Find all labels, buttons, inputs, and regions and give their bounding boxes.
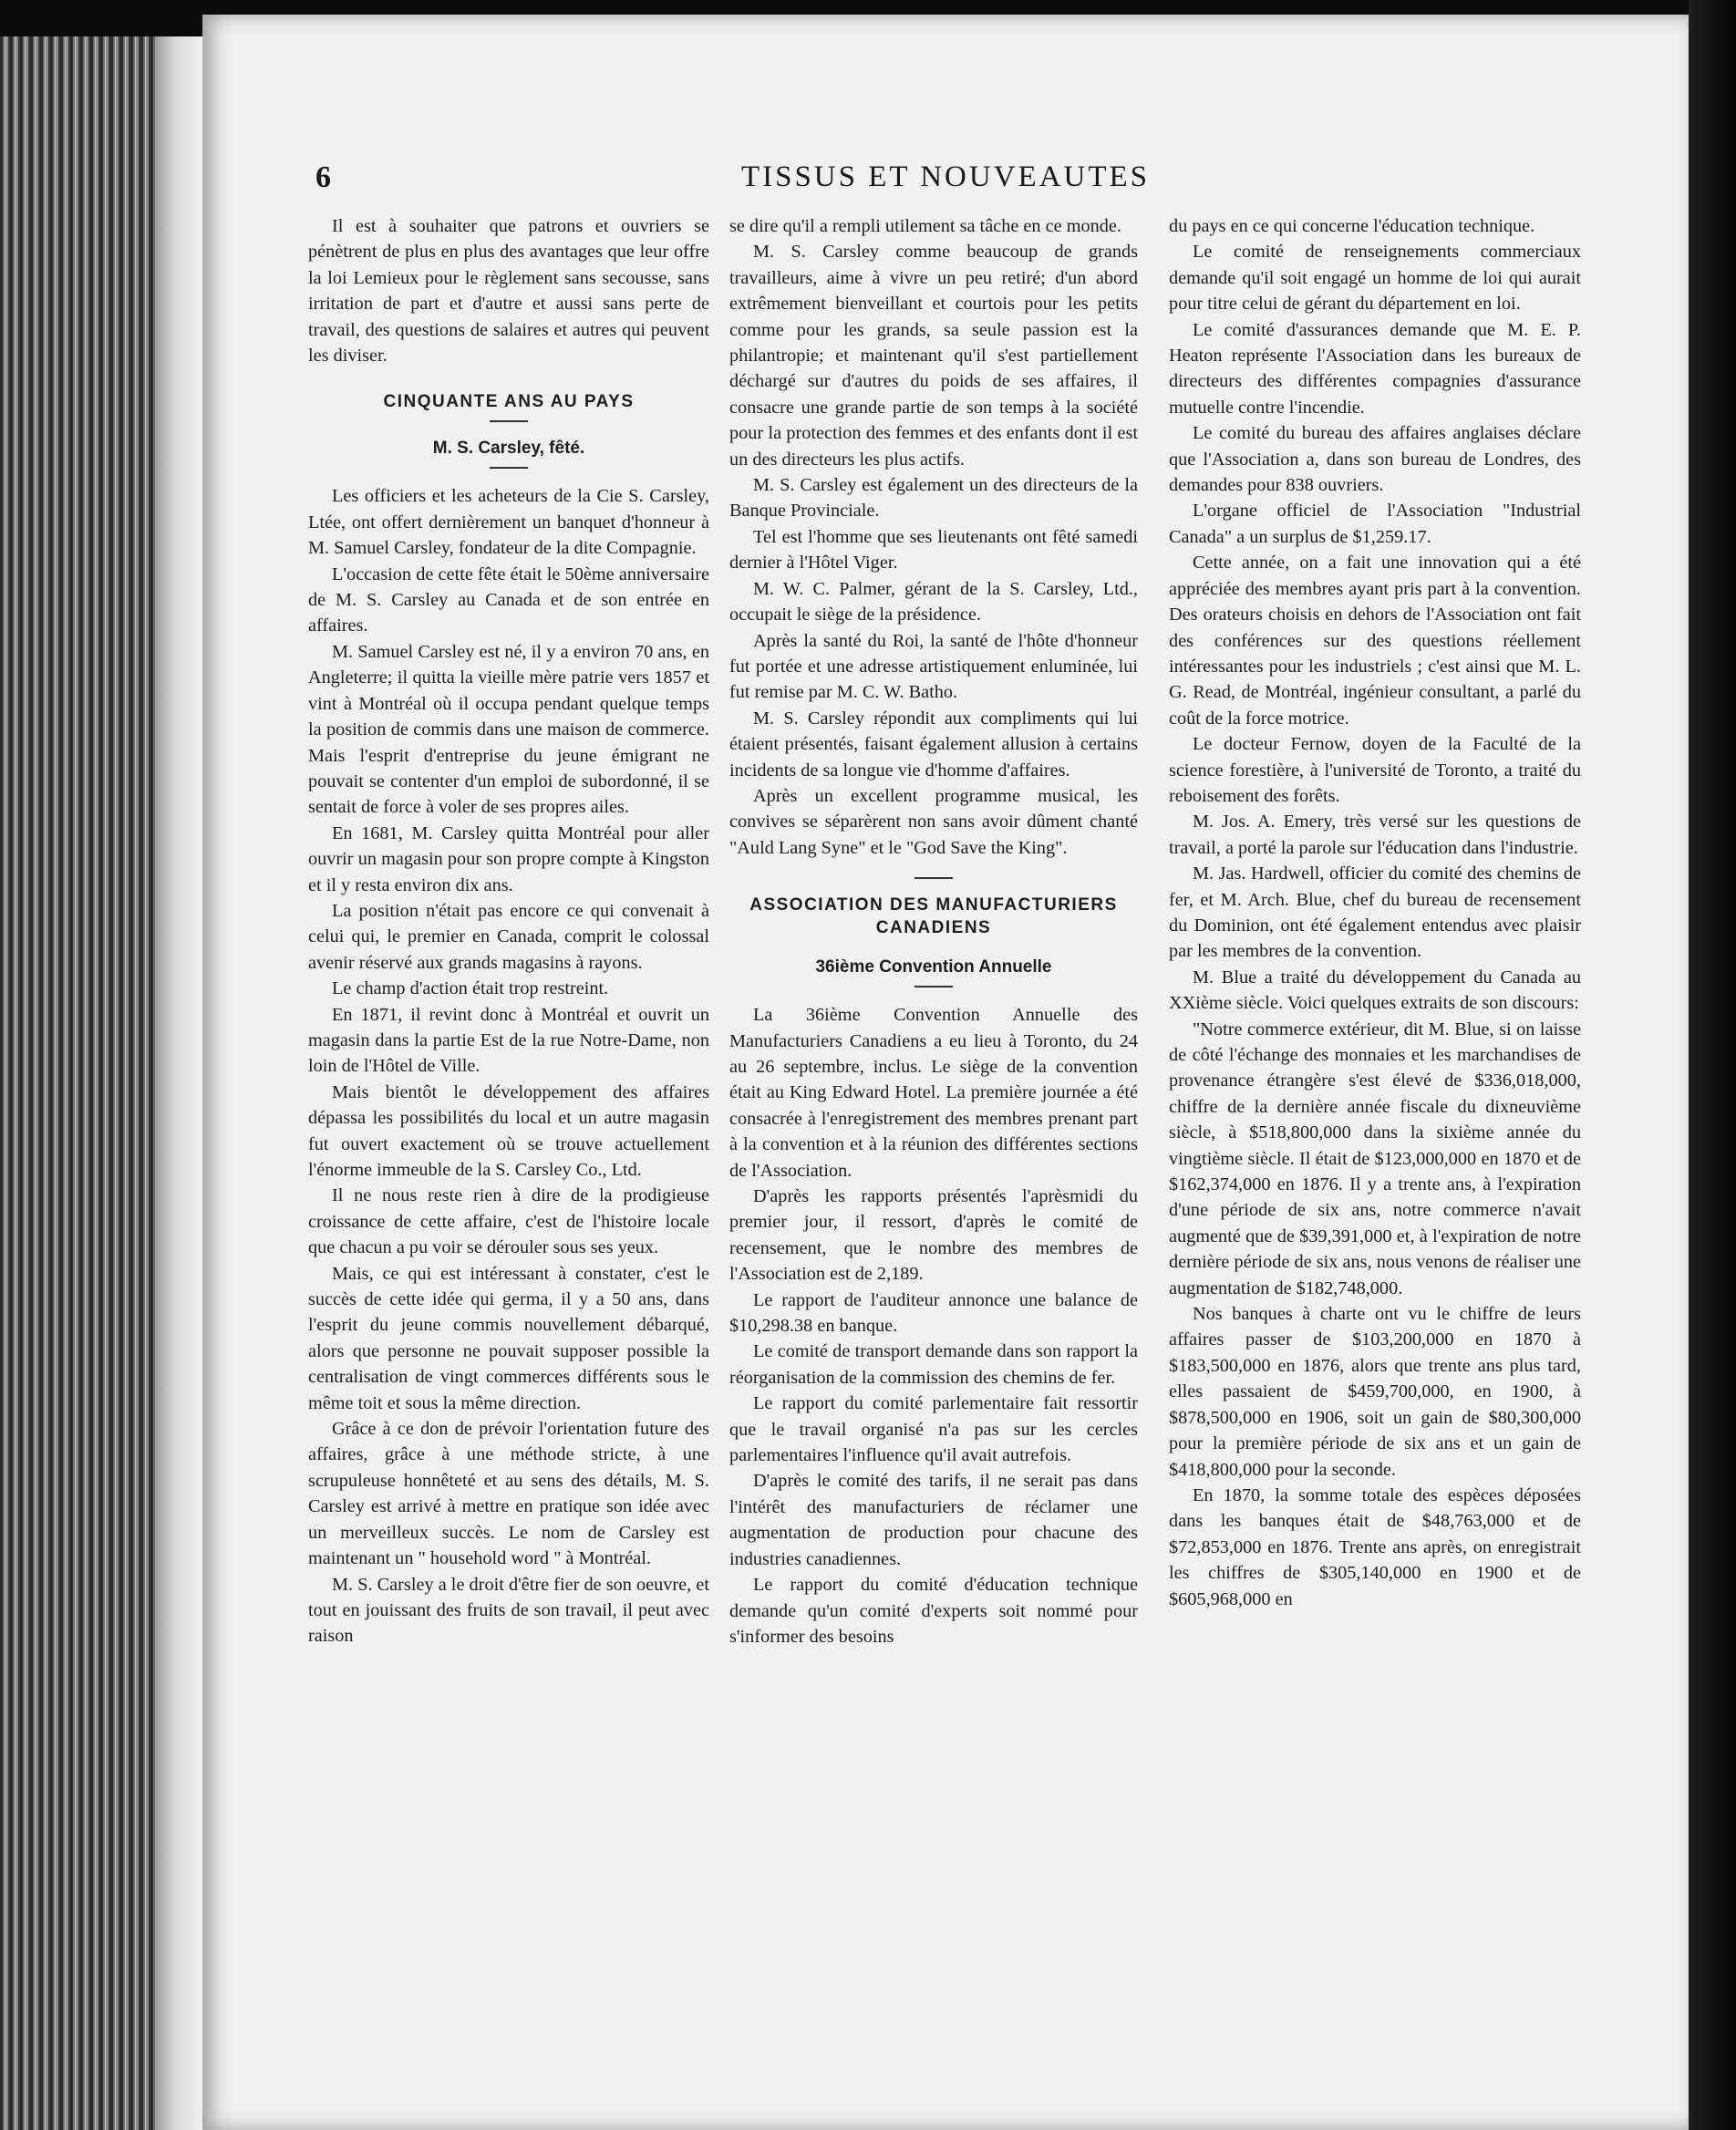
divider-rule [914,877,953,879]
paragraph: Les officiers et les acheteurs de la Cie S. Carsley, Ltée, ont offert dernièrement un banquet d'honneur à M. Samuel Carsley, fondateur de la dite Compagnie. [308,486,709,559]
page-number: 6 [315,160,331,194]
paragraph: Il ne nous reste rien à dire de la prodigieuse croissance de cette affaire, c'est de l'histoire locale que chacun a pu voir se dérouler sous ses yeux. [308,1185,709,1258]
text-column-2 [729,213,1138,2110]
article-subheading: M. S. Carsley, fêté. [432,439,585,459]
paragraph: M. Jas. Hardwell, officier du comité des chemins de fer, et M. Arch. Blue, chef du bureau de recensement du Dominion, ont été également entendus avec plaisir par les membres de la convention. [1169,863,1581,962]
paragraph: Le rapport du comité d'éducation technique demande qu'un comité d'experts soit nommé pour s'informer des besoins [729,1575,1138,1647]
paragraph: M. Samuel Carsley est né, il y a environ 70 ans, en Angleterre; il quitta la vieille mère patrie vers 1857 et vint à Montréal où il occupa pendant quelque temps la position de commis dans une maison de commerce. Mais l'esprit d'entreprise du jeune émigrant ne pouvait se contenter d'un emploi de subordonné, il se sentait de force à voler de ses propres ailes. [308,641,709,818]
paragraph: "Notre commerce extérieur, dit M. Blue, si on laisse de côté l'échange des monnaies et les marchandises de provenance étrangère s'est élevé de $336,018,000, chiffre de la dernière année fiscale du dixneuvième siècle, à $518,800,000 dans la sixième année du vingtième siècle. Il était de $123,000,000 en 1870 et de $162,374,000 en 1876. Il y a trente ans, à l'expiration d'une période de six ans, notre commerce n'avait augmenté que de $39,391,000 et, à l'expiration de notre dernière période de six ans, nous venons de réaliser une augmentation de $182,748,000. [1169,1018,1581,1298]
paragraph: Le champ d'action était trop restreint. [332,978,609,999]
article-heading-cinquante-ans: CINQUANTE ANS AU PAYS [383,392,635,412]
paragraph: se dire qu'il a rempli utilement sa tâche en ce monde. [729,216,1121,236]
article-subheading: 36ième Convention Annuelle [815,957,1052,977]
running-title: TISSUS ET NOUVEAUTES [740,160,1151,193]
paragraph: du pays en ce qui concerne l'éducation technique. [1169,216,1535,236]
paragraph: Après la santé du Roi, la santé de l'hôte d'honneur fut portée et une adresse artistiquement enluminée, lui fut remise par M. C. W. Batho. [729,630,1138,703]
paragraph: La position n'était pas encore ce qui convenait à celui qui, le premier en Canada, comprit le colossal avenir réservé aux grands magasins à rayons. [308,900,709,973]
paragraph: Tel est l'homme que ses lieutenants ont fêté samedi dernier à l'Hôtel Viger. [729,526,1138,574]
text-column-1 [308,213,709,2110]
paragraph: En 1681, M. Carsley quitta Montréal pour aller ouvrir un magasin pour son propre compte à Kingston et il y resta environ dix ans. [308,822,709,895]
paragraph: Le comité d'assurances demande que M. E. P. Heaton représente l'Association dans les bureaux de directeurs des différentes compagnies d'assurance mutuelle contre l'incendie. [1169,319,1581,418]
paragraph: M. S. Carsley est également un des directeurs de la Banque Provinciale. [729,475,1138,522]
page-stack-edge [155,36,202,2130]
divider-rule [490,467,528,469]
text-column-3 [1169,213,1581,2110]
paragraph: M. Jos. A. Emery, très versé sur les questions de travail, a porté la parole sur l'éducation dans l'industrie. [1169,812,1581,858]
divider-rule [914,986,953,987]
paragraph: Nos banques à charte ont vu le chiffre de leurs affaires passer de $103,200,000 en 1870 à $183,500,000 en 1876, alors que trente ans plus tard, elles passaient de $459,700,000, en 1900, à $878,500,000 en 1906, soit un gain de $80,300,000 pour la première période de six ans et un gain de $418,800,000 pour la seconde. [1169,1304,1581,1480]
paragraph: M. S. Carsley répondit aux compliments qui lui étaient présentés, faisant également allusion à certains incidents de sa longue vie d'homme d'affaires. [729,708,1138,781]
paragraph: Le comité du bureau des affaires anglaises déclare que l'Association a, dans son bureau de Londres, des demandes pour 838 ouvriers. [1169,423,1581,496]
paragraph: Il est à souhaiter que patrons et ouvriers se pénètrent de plus en plus des avantages que leur offre la loi Lemieux pour le règlement sans secousse, sans irritation de part et d'autre et aussi sans perte de travail, des questions de salaires et autres qui peuvent les diviser. [308,216,709,367]
paragraph: M. S. Carsley comme beaucoup de grands travailleurs, aime à vivre un peu retiré; d'un abord extrêmement bienveillant et courtois pour les petits comme pour les grands, sa seule passion est la philantropie; et maintenant qu'il s'est partiellement déchargé sur d'autres du poids de ses affaires, il consacre une grande partie de son temps à la société pour la protection des femmes et des enfants dont il est un des directeurs les plus actifs. [729,242,1138,470]
paragraph: Cette année, on a fait une innovation qui a été appréciée des membres ayant pris part à la convention. Des orateurs choisis en dehors de l'Association ont fait des conférences sur des questions réellement intéressantes pour les industriels ; c'est ainsi que M. L. G. Read, de Montréal, ingénieur consultant, a parlé du coût de la force motrice. [1169,553,1581,729]
paragraph: La 36ième Convention Annuelle des Manufacturiers Canadiens a eu lieu à Toronto, du 24 au 26 septembre, inclus. Le siège de la convention était au King Edward Hotel. La première journée a été consacrée à l'enregistrement des membres prenant part à la convention et à la réunion des différentes sections de l'Association. [729,1005,1138,1181]
divider-rule [490,420,528,422]
paragraph: Le comité de transport demande dans son rapport la réorganisation de la commission des chemins de fer. [729,1341,1138,1388]
paragraph: M. S. Carsley a le droit d'être fier de son oeuvre, et tout en jouissant des fruits de son travail, il peut avec raison [308,1574,709,1647]
paragraph: En 1870, la somme totale des espèces déposées dans les banques était de $48,763,000 et de $72,853,000 en 1876. Trente ans après, on enregistrait les chiffres de $305,140,000 en 1900 et de $605,968,000 en [1169,1484,1581,1609]
paragraph: En 1871, il revint donc à Montréal et ouvrit un magasin dans la partie Est de la rue Notre-Dame, non loin de l'Hôtel de Ville. [308,1004,709,1077]
article-heading-association: ASSOCIATION DES MANUFACTURIERS CANADIENS [749,895,1118,938]
paragraph: M. Blue a traité du développement du Canada au XXième siècle. Voici quelques extraits de son discours: [1169,967,1581,1014]
paragraph: Mais, ce qui est intéressant à constater, c'est le succès de cette idée qui germa, il y a 50 ans, dans l'esprit du jeune commis nouvellement débarqué, alors que personne ne pouvait supposer possible la centralisation de vingt commerces différents sous le même toit et sous la même direction. [308,1263,709,1413]
paragraph: M. W. C. Palmer, gérant de la S. Carsley, Ltd., occupait le siège de la présidence. [729,578,1138,626]
paragraph: Le comité de renseignements commerciaux demande qu'il soit engagé un homme de loi qui aurait pour titre celui de gérant du département en loi. [1169,242,1581,315]
paragraph: L'occasion de cette fête était le 50ème anniversaire de M. S. Carsley au Canada et de son entrée en affaires. [308,564,709,636]
paragraph: Grâce à ce don de prévoir l'orientation future des affaires, grâce à une méthode stricte, à une scrupuleuse honnêteté et au sens des détails, M. S. Carsley est arrivé à mettre en pratique son idée avec un merveilleux succès. Le nom de Carsley est maintenant un " household word " à Montréal. [308,1419,709,1569]
paragraph: L'organe officiel de l'Association "Industrial Canada" a un surplus de $1,259.17. [1169,501,1581,547]
paragraph: Mais bientôt le développement des affaires dépassa les possibilités du local et un autre magasin fut ouvert exactement où se trouve actuellement l'énorme immeuble de la S. Carsley Co., Ltd. [308,1081,709,1180]
scan-right-border [1689,0,1736,2130]
paragraph: Le rapport de l'auditeur annonce une balance de $10,298.38 en banque. [729,1289,1138,1337]
paragraph: Le docteur Fernow, doyen de la Faculté de la science forestière, à l'université de Toronto, a traité du reboisement des forêts. [1169,734,1581,806]
magazine-page [202,15,1689,2130]
paragraph: Le rapport du comité parlementaire fait ressortir que le travail organisé n'a pas sur les cercles parlementaires l'influence qu'il avait autrefois. [729,1393,1138,1466]
paragraph: Après un excellent programme musical, les convives se séparèrent non sans avoir dûment chanté "Auld Lang Syne" et le "God Save the King". [729,785,1138,858]
paragraph: D'après le comité des tarifs, il ne serait pas dans l'intérêt des manufacturiers de réclamer une augmentation de production pour chacune des industries canadiennes. [729,1471,1138,1569]
paragraph: D'après les rapports présentés l'aprèsmidi du premier jour, il ressort, d'après le comité de recensement, que le nombre des membres de l'Association est de 2,189. [729,1186,1138,1285]
